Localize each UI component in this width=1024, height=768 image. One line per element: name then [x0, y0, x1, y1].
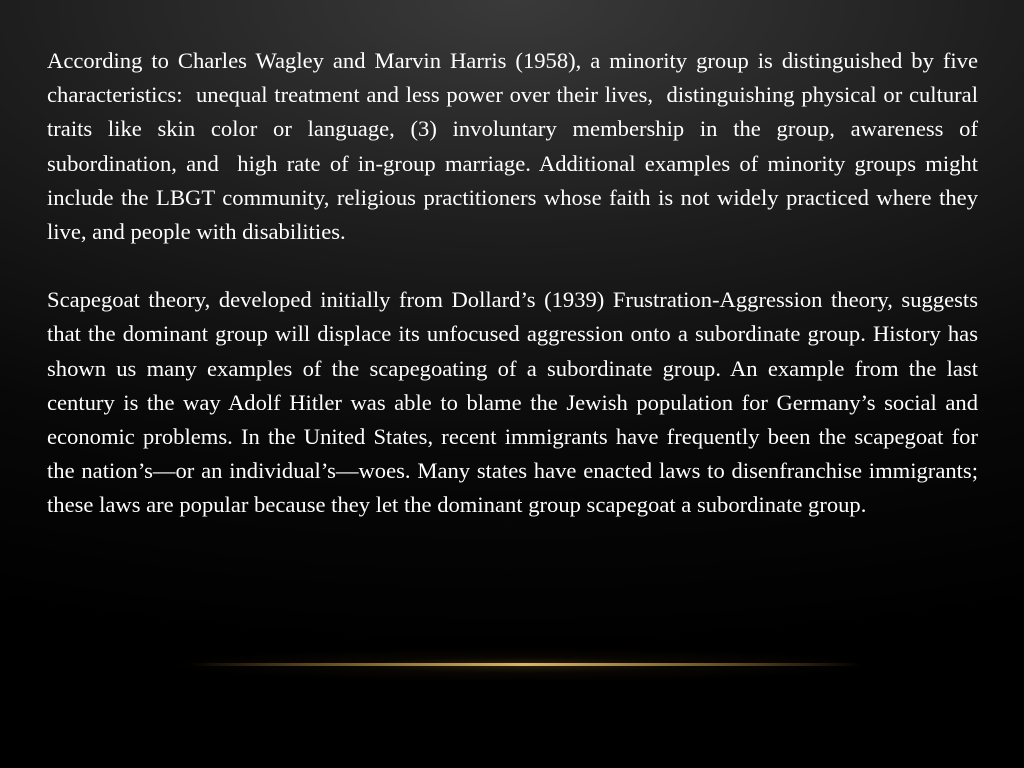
gold-divider-line — [190, 663, 860, 666]
paragraph-scapegoat-theory: Scapegoat theory, developed initially from Dollard’s (1939) Frustration-Aggression theory, suggests that the dominant group will displace its unfocused aggression onto a subordinate group. History has shown us many examples of the scapegoating of a subordinate group. An example from the last century is the way Adolf Hitler was able to blame the Jewish population for Germany’s social and economic problems. In the United States, recent immigrants have frequently been the scapegoat for the nation’s—or an individual’s—woes. Many states have enacted laws to disenfranchise immigrants; these laws are popular because they let the dominant group scapegoat a subordinate group. — [47, 287, 984, 518]
paragraph-minority-groups: According to Charles Wagley and Marvin Harris (1958), a minority group is distinguished by five characteristics: unequal treatment and less power over their lives, distinguishing physical or cultural traits like skin color or language, (3) involuntary membership in the group, awareness of subordination, and high rate of in-group marriage. Additional examples of minority groups might include the LBGT community, religious practitioners whose faith is not widely practiced where they live, and people with disabilities. — [47, 48, 984, 245]
slide-body — [47, 44, 984, 523]
